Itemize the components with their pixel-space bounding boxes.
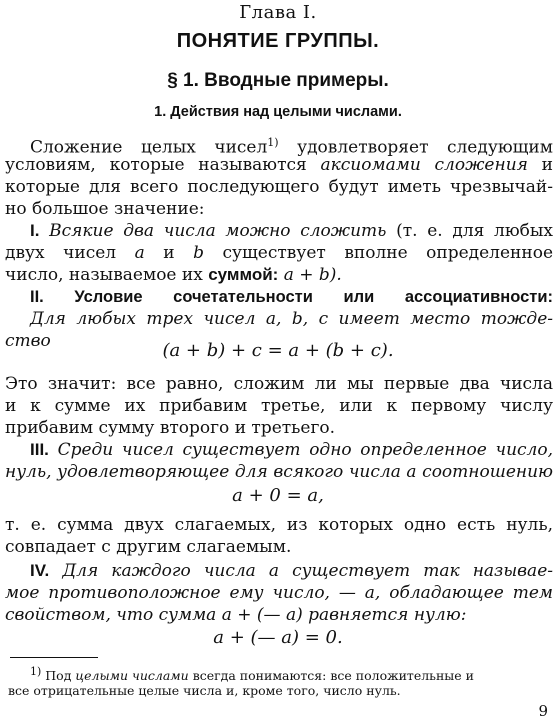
axiom-heading: II. Условие сочетательности или ассоциативности: <box>30 288 553 306</box>
formula: a + (— a) = 0. <box>213 627 343 648</box>
axiom-line <box>5 243 553 263</box>
footnote-ref: 1) <box>267 136 279 149</box>
axiom-line <box>30 221 553 241</box>
chapter-heading: Глава I. <box>239 2 317 23</box>
axiom-number: IV. <box>30 561 50 580</box>
footnote-line <box>30 663 553 684</box>
paragraph-line: Это значит: все равно, сложим ли мы первые два числа <box>5 374 553 394</box>
axiom-number: III. <box>30 440 49 459</box>
text-span: двух чисел <box>5 243 117 263</box>
page-number: 9 <box>538 702 548 720</box>
formula: a + 0 = a, <box>232 485 324 506</box>
text-span: Сложение целых чисел <box>30 137 268 158</box>
axiom-line: нуль, удовлетворяющее для всякого числа a соотношению <box>5 462 553 482</box>
text-span: Под <box>45 668 72 684</box>
term-italic: целыми числами <box>75 668 189 684</box>
paragraph-line <box>5 155 553 175</box>
footnote-divider <box>10 657 98 658</box>
term-bold: суммой: <box>208 265 279 284</box>
section-heading: § 1. Вводные примеры. <box>167 70 389 91</box>
chapter-title: ПОНЯТИЕ ГРУППЫ. <box>176 30 380 52</box>
axiom-line <box>30 440 553 460</box>
axiom-line: мое противоположное ему число, — a, обладающее тем <box>5 583 553 603</box>
subsection-heading: 1. Действия над целыми числами. <box>154 104 402 120</box>
text-span: условиям, которые называются <box>5 155 307 175</box>
axiom-line <box>5 265 553 285</box>
formula-inline: a + b). <box>283 265 342 285</box>
axiom-line: Для любых трех чисел a, b, c имеет место тожде- <box>30 309 553 329</box>
paragraph-line: совпадает с другим слагаемым. <box>5 537 292 557</box>
text-span: всегда понимаются: все положительные и <box>192 668 474 684</box>
text-span: существует вполне определенное <box>222 243 554 263</box>
paragraph-line: которые для всего последующего будут иметь чрезвычай- <box>5 177 553 197</box>
axiom-text: Всякие два числа можно сложить <box>49 221 387 241</box>
text-span: (т. е. для любых <box>396 221 554 241</box>
paragraph-line: и к сумме их прибавим третье, или к первому числу <box>5 396 553 416</box>
axiom-line <box>30 561 553 581</box>
text-span: и <box>163 243 175 263</box>
footnote-line: все отрицательные целые числа и, кроме того, число нуль. <box>8 683 401 698</box>
text-span: и <box>541 155 554 175</box>
axiom-line: ство <box>5 331 51 351</box>
variable: a <box>134 243 145 263</box>
text-span: удовлетворяет следующим <box>297 137 553 158</box>
formula: (a + b) + c = a + (b + c). <box>162 340 394 361</box>
text-span: число, называемое их <box>5 265 203 285</box>
axiom-number: I. <box>30 221 40 240</box>
axiom-text: Для каждого числа a существует так называе- <box>62 561 553 581</box>
paragraph-line: прибавим сумму второго и третьего. <box>5 418 336 438</box>
paragraph-line: но большое значение: <box>5 199 205 219</box>
paragraph-line: т. е. сумма двух слагаемых, из которых одно есть нуль, <box>5 515 553 535</box>
paragraph-line <box>30 133 553 158</box>
axiom-line: свойством, что сумма a + (— a) равняется нулю: <box>5 605 467 625</box>
footnote-mark: 1) <box>30 665 42 678</box>
axiom-text: Среди чисел существует одно определенное число, <box>57 440 554 460</box>
term-italic: аксиомами сложения <box>320 155 528 175</box>
variable: b <box>193 243 204 263</box>
